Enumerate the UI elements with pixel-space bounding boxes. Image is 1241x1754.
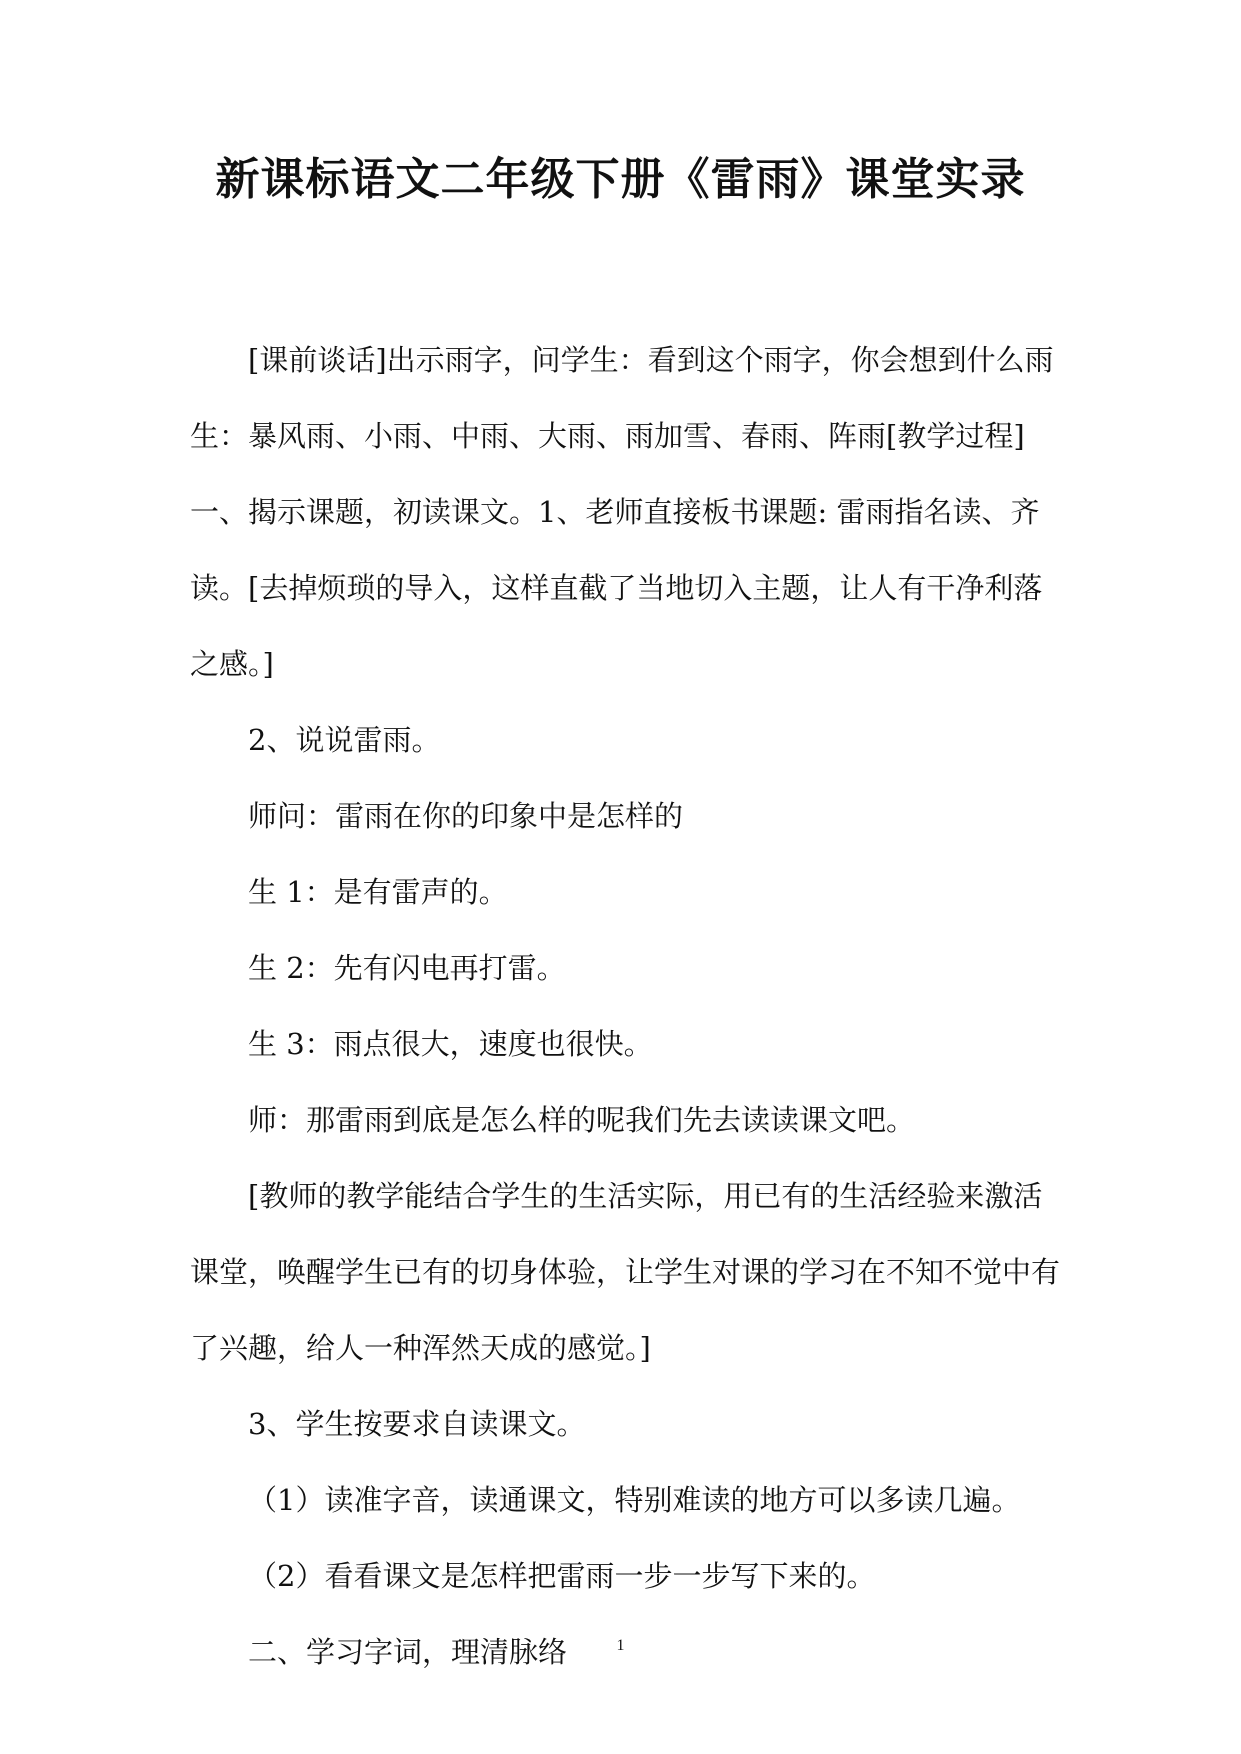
paragraph-student-2: 生 2：先有闪电再打雷。	[248, 951, 566, 985]
paragraph-self-reading: 3、学生按要求自读课文。	[248, 1407, 586, 1441]
paragraph-requirement-1: （1）读准字音，读通课文，特别难读的地方可以多读几遍。	[248, 1483, 1021, 1517]
page-number: 1	[616, 1637, 625, 1654]
paragraph-intro: [课前谈话]出示雨字，问学生：看到这个雨字，你会想到什么雨生：暴风雨、小雨、中雨、大雨、雨加雪、春雨、阵雨[教学过程]一、揭示课题，初读课文。1、老师直接板书课题: 雷雨指名读、齐读。[去掉烦琐的导入，这样直截了当地切入主题，让人有干净利落之感。]	[190, 343, 1054, 681]
paragraph-teacher-reply: 师：那雷雨到底是怎么样的呢我们先去读读课文吧。	[248, 1103, 916, 1137]
paragraph-commentary: [教师的教学能结合学生的生活实际，用已有的生活经验来激活课堂，唤醒学生已有的切身体验，让学生对课的学习在不知不觉中有了兴趣，给人一种浑然天成的感觉。]	[190, 1179, 1061, 1365]
paragraph-section-two: 二、学习字词，理清脉络	[248, 1635, 568, 1669]
paragraph-student-3: 生 3：雨点很大，速度也很快。	[248, 1027, 653, 1061]
document-title: 新课标语文二年级下册《雷雨》课堂实录	[215, 154, 1026, 205]
paragraph-teacher-question: 师问：雷雨在你的印象中是怎样的	[248, 799, 684, 833]
paragraph-student-1: 生 1：是有雷声的。	[248, 875, 508, 909]
document-body	[190, 322, 1070, 1690]
paragraph-requirement-2: （2）看看课文是怎样把雷雨一步一步写下来的。	[248, 1559, 876, 1593]
paragraph-talk-about-thunderstorm: 2、说说雷雨。	[248, 723, 441, 757]
